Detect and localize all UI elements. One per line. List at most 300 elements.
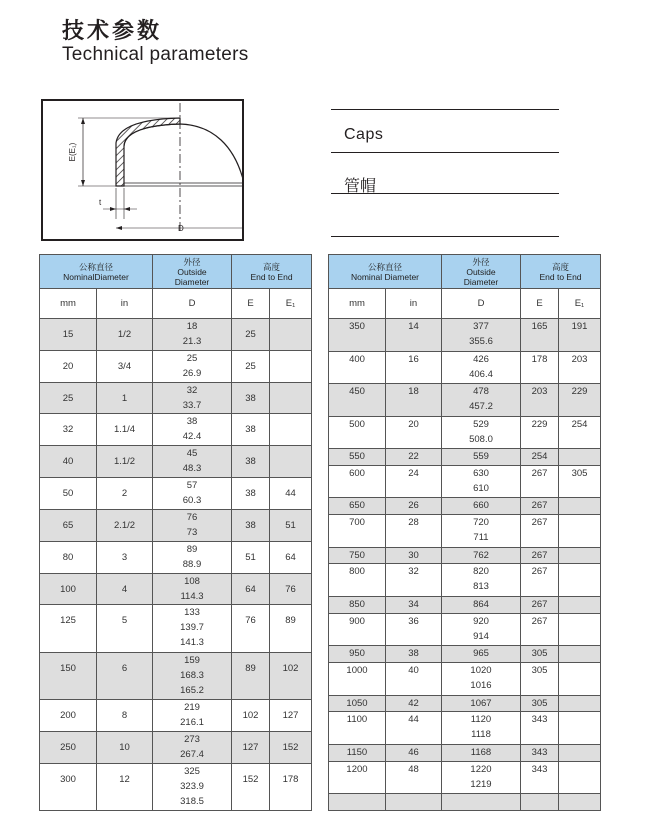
cell-in [97, 731, 153, 763]
cell-e1 [559, 515, 601, 548]
cell-mm-text: 1150 [346, 746, 368, 758]
cell-e [232, 541, 270, 573]
diameter-value: 216.1 [180, 716, 204, 728]
cell-in-text: 26 [408, 500, 419, 512]
cell-content [40, 383, 96, 414]
dimension-label-d: D [178, 224, 184, 233]
cell-content [40, 605, 96, 651]
cell-content [153, 319, 231, 350]
cell-content [442, 319, 520, 351]
diameter-value: 1219 [470, 778, 492, 790]
cell-e-text: 89 [245, 662, 256, 674]
cell-content [270, 351, 311, 382]
cell-in-text: 4 [121, 583, 128, 595]
cell-content [40, 446, 96, 477]
cell-e [232, 573, 270, 605]
cap-drawing [41, 99, 244, 241]
cell-e1-text [559, 564, 600, 579]
table-row [40, 509, 312, 541]
diameter-value: 478 [473, 386, 489, 398]
product-name-en: Caps [344, 126, 384, 143]
cell-content [521, 712, 558, 744]
divider-line [331, 152, 559, 153]
cell-in [386, 646, 442, 663]
cell-content [97, 383, 152, 414]
diameter-value: 42.4 [182, 431, 202, 443]
cell-e-text: 38 [245, 456, 256, 468]
diameter-value: 108 [184, 575, 200, 587]
cell-content [521, 663, 558, 695]
cell-e1-text: 89 [285, 615, 296, 627]
cell-outside-diameter [442, 712, 521, 745]
table-row [40, 446, 312, 478]
diameter-value: 559 [473, 451, 489, 463]
cell-content [521, 745, 558, 761]
cell-mm-text: 750 [349, 549, 365, 561]
column-header-e: E [232, 289, 270, 319]
table-row [40, 541, 312, 573]
cell-e [521, 351, 559, 384]
cap-cross-section-diagram [43, 101, 242, 239]
cell-in [386, 384, 442, 417]
diameter-value: 965 [473, 648, 489, 660]
cell-content [40, 764, 96, 810]
cell-content [40, 319, 96, 350]
cell-e-text: 152 [242, 773, 259, 785]
cell-e1-text: 191 [571, 321, 588, 332]
cell-content [40, 542, 96, 573]
cell-in-text: 32 [408, 566, 419, 578]
cell-content [40, 574, 96, 605]
cell-e1 [270, 414, 312, 446]
header-outside-diameter [442, 255, 521, 289]
cell-content [386, 712, 441, 744]
cell-in-text: 5 [121, 615, 128, 627]
diameter-value: 1020 [470, 665, 492, 677]
cell-mm [40, 652, 97, 699]
cell-e-text: 305 [531, 665, 548, 677]
product-name-cn: 管帽 [344, 176, 377, 195]
cell-content [97, 653, 152, 699]
cell-outside-diameter [442, 515, 521, 548]
cell-e-text: 267 [531, 500, 548, 512]
cell-content [559, 762, 600, 794]
cell-mm-text: 80 [62, 551, 74, 563]
cell-content [40, 478, 96, 509]
cell-in-text: 34 [408, 598, 419, 610]
cell-content [386, 794, 441, 810]
cell-in [97, 414, 153, 446]
cell-in-text: 30 [408, 549, 419, 561]
column-header-in: in [97, 289, 153, 319]
cell-e [232, 414, 270, 446]
diameter-value: 18 [186, 321, 198, 332]
diameter-value: 508.0 [469, 433, 493, 445]
cell-content [559, 663, 600, 695]
cell-e-text: 25 [245, 329, 256, 340]
cell-mm [329, 416, 386, 449]
cell-e-text: 267 [531, 549, 548, 561]
cell-mm [329, 794, 386, 811]
cell-content [442, 712, 520, 744]
header-text: NominalDiameter [63, 271, 129, 282]
cell-in-text: 24 [408, 467, 419, 479]
cell-e-text: 127 [242, 741, 259, 753]
cell-content [153, 383, 231, 414]
cell-content [386, 646, 441, 662]
cell-in-text: 22 [408, 451, 419, 463]
cell-e-text: 38 [245, 424, 256, 436]
table-body [329, 319, 601, 811]
cell-in [97, 652, 153, 699]
cell-in [97, 509, 153, 541]
cell-e1 [559, 547, 601, 564]
cell-in-text: 8 [121, 709, 128, 721]
cell-in-text: 38 [408, 648, 419, 660]
cell-e [521, 319, 559, 352]
table-row [329, 465, 601, 498]
diameter-value: 864 [473, 598, 489, 610]
table-subheader-row [40, 289, 312, 319]
column-header-mm: mm [40, 289, 97, 319]
cell-mm-text: 150 [60, 662, 76, 674]
header-text: End to End [250, 271, 293, 282]
cell-content [270, 319, 311, 350]
cell-content [270, 510, 311, 541]
cell-e1-text [559, 712, 600, 727]
table-row [329, 712, 601, 745]
cell-e [521, 761, 559, 794]
cell-e [521, 564, 559, 597]
header-end-to-end [232, 255, 312, 289]
table-row [40, 731, 312, 763]
cell-in-text: 14 [408, 321, 419, 332]
cell-mm [329, 712, 386, 745]
cell-content [329, 696, 385, 712]
diameter-value: 76 [186, 511, 198, 523]
column-header-e: E [521, 289, 559, 319]
cell-content [386, 352, 441, 384]
cell-in [386, 596, 442, 613]
cell-e1 [559, 695, 601, 712]
cell-content [97, 700, 152, 731]
cell-content [270, 605, 311, 651]
diameter-value: 660 [473, 500, 489, 512]
diameter-value: 820 [473, 566, 489, 578]
cell-e [521, 416, 559, 449]
cell-mm [329, 465, 386, 498]
diameter-value: 914 [473, 630, 489, 642]
cell-mm-text: 40 [62, 456, 74, 468]
cell-content [559, 614, 600, 646]
table-subheader-row [329, 289, 601, 319]
diameter-value: 711 [473, 532, 489, 544]
cell-content [232, 653, 269, 699]
cell-content [329, 548, 385, 564]
cell-content [386, 564, 441, 596]
diameter-value: 762 [473, 549, 489, 561]
table-row [329, 596, 601, 613]
cell-mm-text: 950 [349, 648, 365, 660]
cell-content [521, 646, 558, 662]
cell-in [386, 465, 442, 498]
cell-e1-text [559, 515, 600, 530]
diameter-value: 529 [473, 418, 489, 430]
header-text: 公称直径 [79, 261, 114, 272]
table-row [329, 663, 601, 696]
column-header-d: D [442, 289, 521, 319]
cell-in-text: 3 [121, 551, 128, 563]
cell-content [559, 597, 600, 613]
cell-content [153, 732, 231, 763]
cell-mm-text: 400 [349, 353, 365, 365]
header-text: End to End [539, 271, 582, 282]
cell-e [521, 663, 559, 696]
cell-e1 [559, 465, 601, 498]
diameter-value: 323.9 [180, 780, 204, 792]
cell-content [386, 745, 441, 761]
cell-e-text: 343 [531, 746, 548, 758]
cell-mm-text: 15 [62, 329, 74, 340]
cell-e1-text: 178 [282, 773, 299, 785]
table-row [329, 646, 601, 663]
cell-e1-text: 102 [282, 662, 299, 674]
cell-content [442, 794, 520, 810]
cell-e [521, 384, 559, 417]
diameter-value: 219 [184, 701, 200, 713]
cell-content [270, 383, 311, 414]
cell-content [386, 449, 441, 465]
cell-mm-text: 550 [349, 451, 365, 463]
table-header-row [329, 255, 601, 289]
cell-content [559, 548, 600, 564]
cell-outside-diameter [153, 350, 232, 382]
cell-mm-text: 65 [62, 519, 74, 531]
cell-content [386, 515, 441, 547]
cell-content [329, 417, 385, 449]
cell-mm-text: 600 [349, 467, 365, 479]
cell-in [97, 605, 153, 652]
cell-content [521, 466, 558, 498]
cell-in-text: 44 [408, 714, 419, 726]
cell-e-text: 305 [531, 648, 548, 660]
cell-e-text: 64 [245, 583, 256, 595]
cell-in-text [386, 794, 441, 809]
cell-content [270, 414, 311, 445]
table-row [329, 384, 601, 417]
cell-mm-text: 500 [349, 418, 365, 430]
header-text: Outside [177, 266, 207, 277]
cell-in-text: 48 [408, 763, 419, 775]
cell-e [521, 695, 559, 712]
cell-e1 [559, 596, 601, 613]
cell-e1 [270, 573, 312, 605]
cell-e1-text: 229 [571, 386, 588, 398]
cell-e [232, 509, 270, 541]
cell-content [386, 663, 441, 695]
cell-content [97, 764, 152, 810]
cell-e-text: 76 [245, 615, 256, 627]
cell-content [386, 597, 441, 613]
dimension-table-left [39, 254, 312, 811]
cell-in-text: 12 [119, 773, 130, 785]
cell-content [521, 614, 558, 646]
cell-content [442, 696, 520, 712]
cell-in [386, 547, 442, 564]
cell-e1 [270, 319, 312, 351]
cell-content [97, 732, 152, 763]
dimension-label-t: t [99, 198, 102, 207]
cell-e1-text [559, 663, 600, 678]
cell-e1-text: 44 [285, 488, 296, 500]
cell-content [442, 564, 520, 596]
cell-e1 [559, 449, 601, 466]
cell-content [232, 478, 269, 509]
cell-e1 [559, 351, 601, 384]
cell-content [232, 414, 269, 445]
cell-content [442, 663, 520, 695]
diameter-value: 1118 [471, 729, 491, 741]
page-title-cn: 技术参数 [62, 19, 163, 44]
cell-content [442, 762, 520, 794]
diameter-value: 88.9 [182, 558, 202, 570]
cell-e [521, 744, 559, 761]
table-row [40, 699, 312, 731]
cell-e [232, 478, 270, 510]
cell-e1-text [559, 498, 600, 513]
cell-content [329, 449, 385, 465]
cell-in [97, 699, 153, 731]
cell-in [97, 478, 153, 510]
cell-content [270, 700, 311, 731]
cell-mm [40, 573, 97, 605]
cell-in [386, 663, 442, 696]
cell-in-text: 2 [121, 488, 128, 500]
table-row [40, 763, 312, 810]
cell-content [40, 510, 96, 541]
diameter-value: 114.3 [180, 590, 204, 602]
cell-e-text: 267 [531, 566, 548, 578]
cell-content [329, 498, 385, 514]
diameter-value: 21.3 [182, 336, 202, 347]
cell-in [386, 416, 442, 449]
cell-e [232, 731, 270, 763]
cell-content [329, 319, 385, 351]
cell-mm [329, 515, 386, 548]
header-text: Diameter [174, 276, 210, 287]
cell-content [232, 605, 269, 651]
cell-outside-diameter [442, 663, 521, 696]
cell-content [270, 653, 311, 699]
cell-e-text: 267 [531, 467, 548, 479]
cell-mm [329, 351, 386, 384]
cell-content [329, 614, 385, 646]
cell-content [329, 663, 385, 695]
table-body [40, 319, 312, 811]
header-nominal-diameter [40, 255, 153, 289]
cell-in-text: 1.1/4 [113, 424, 136, 436]
cell-e [232, 763, 270, 810]
cell-content [559, 712, 600, 744]
cell-in [386, 794, 442, 811]
cell-e1 [559, 416, 601, 449]
table-row [329, 515, 601, 548]
cell-outside-diameter [442, 744, 521, 761]
cell-content [559, 384, 600, 416]
cell-outside-diameter [442, 695, 521, 712]
cell-content [232, 542, 269, 573]
cell-content [521, 498, 558, 514]
cell-mm-text: 100 [60, 583, 76, 595]
cell-mm [329, 613, 386, 646]
cell-mm-text: 900 [349, 615, 365, 627]
cell-content [153, 574, 231, 605]
cell-e-text: 267 [531, 598, 548, 610]
cell-outside-diameter [153, 699, 232, 731]
cell-mm-text: 650 [349, 500, 365, 512]
cell-outside-diameter [442, 416, 521, 449]
diameter-value: 165.2 [180, 684, 204, 696]
cell-e-text: 165 [531, 321, 548, 332]
cell-content [521, 762, 558, 794]
cell-outside-diameter [442, 596, 521, 613]
cell-content [521, 564, 558, 596]
cell-e1-text: 152 [282, 741, 299, 753]
cell-content [270, 446, 311, 477]
cell-e1 [559, 613, 601, 646]
table-row [329, 744, 601, 761]
table-row [329, 564, 601, 597]
table-row [329, 695, 601, 712]
cell-mm [329, 384, 386, 417]
cell-e1 [270, 541, 312, 573]
cell-e1-text: 76 [285, 583, 296, 595]
cell-outside-diameter [153, 573, 232, 605]
cell-e [232, 350, 270, 382]
cell-outside-diameter [442, 761, 521, 794]
cell-content [329, 712, 385, 744]
cell-content [442, 417, 520, 449]
table-row [329, 761, 601, 794]
cell-e1-text: 64 [285, 551, 296, 563]
cell-content [442, 466, 520, 498]
table-row [329, 794, 601, 811]
cell-e-text: 178 [531, 353, 548, 365]
cell-content [153, 478, 231, 509]
cell-outside-diameter [442, 794, 521, 811]
diameter-value: 355.6 [469, 336, 493, 347]
cell-in [97, 763, 153, 810]
cell-content [232, 732, 269, 763]
cell-e1 [270, 446, 312, 478]
cell-outside-diameter [442, 547, 521, 564]
cell-content [153, 605, 231, 651]
cell-content [521, 319, 558, 351]
cell-content [153, 700, 231, 731]
diameter-value [442, 794, 520, 809]
cell-in [97, 446, 153, 478]
cell-in-text: 36 [408, 615, 419, 627]
cell-content [559, 417, 600, 449]
cell-in-text: 18 [408, 386, 419, 398]
cell-e1 [270, 731, 312, 763]
cell-content [386, 319, 441, 351]
diameter-value: 426 [473, 353, 489, 365]
diameter-value: 38 [186, 416, 198, 428]
cell-e-text: 102 [242, 709, 259, 721]
cell-content [521, 352, 558, 384]
cell-content [559, 319, 600, 351]
